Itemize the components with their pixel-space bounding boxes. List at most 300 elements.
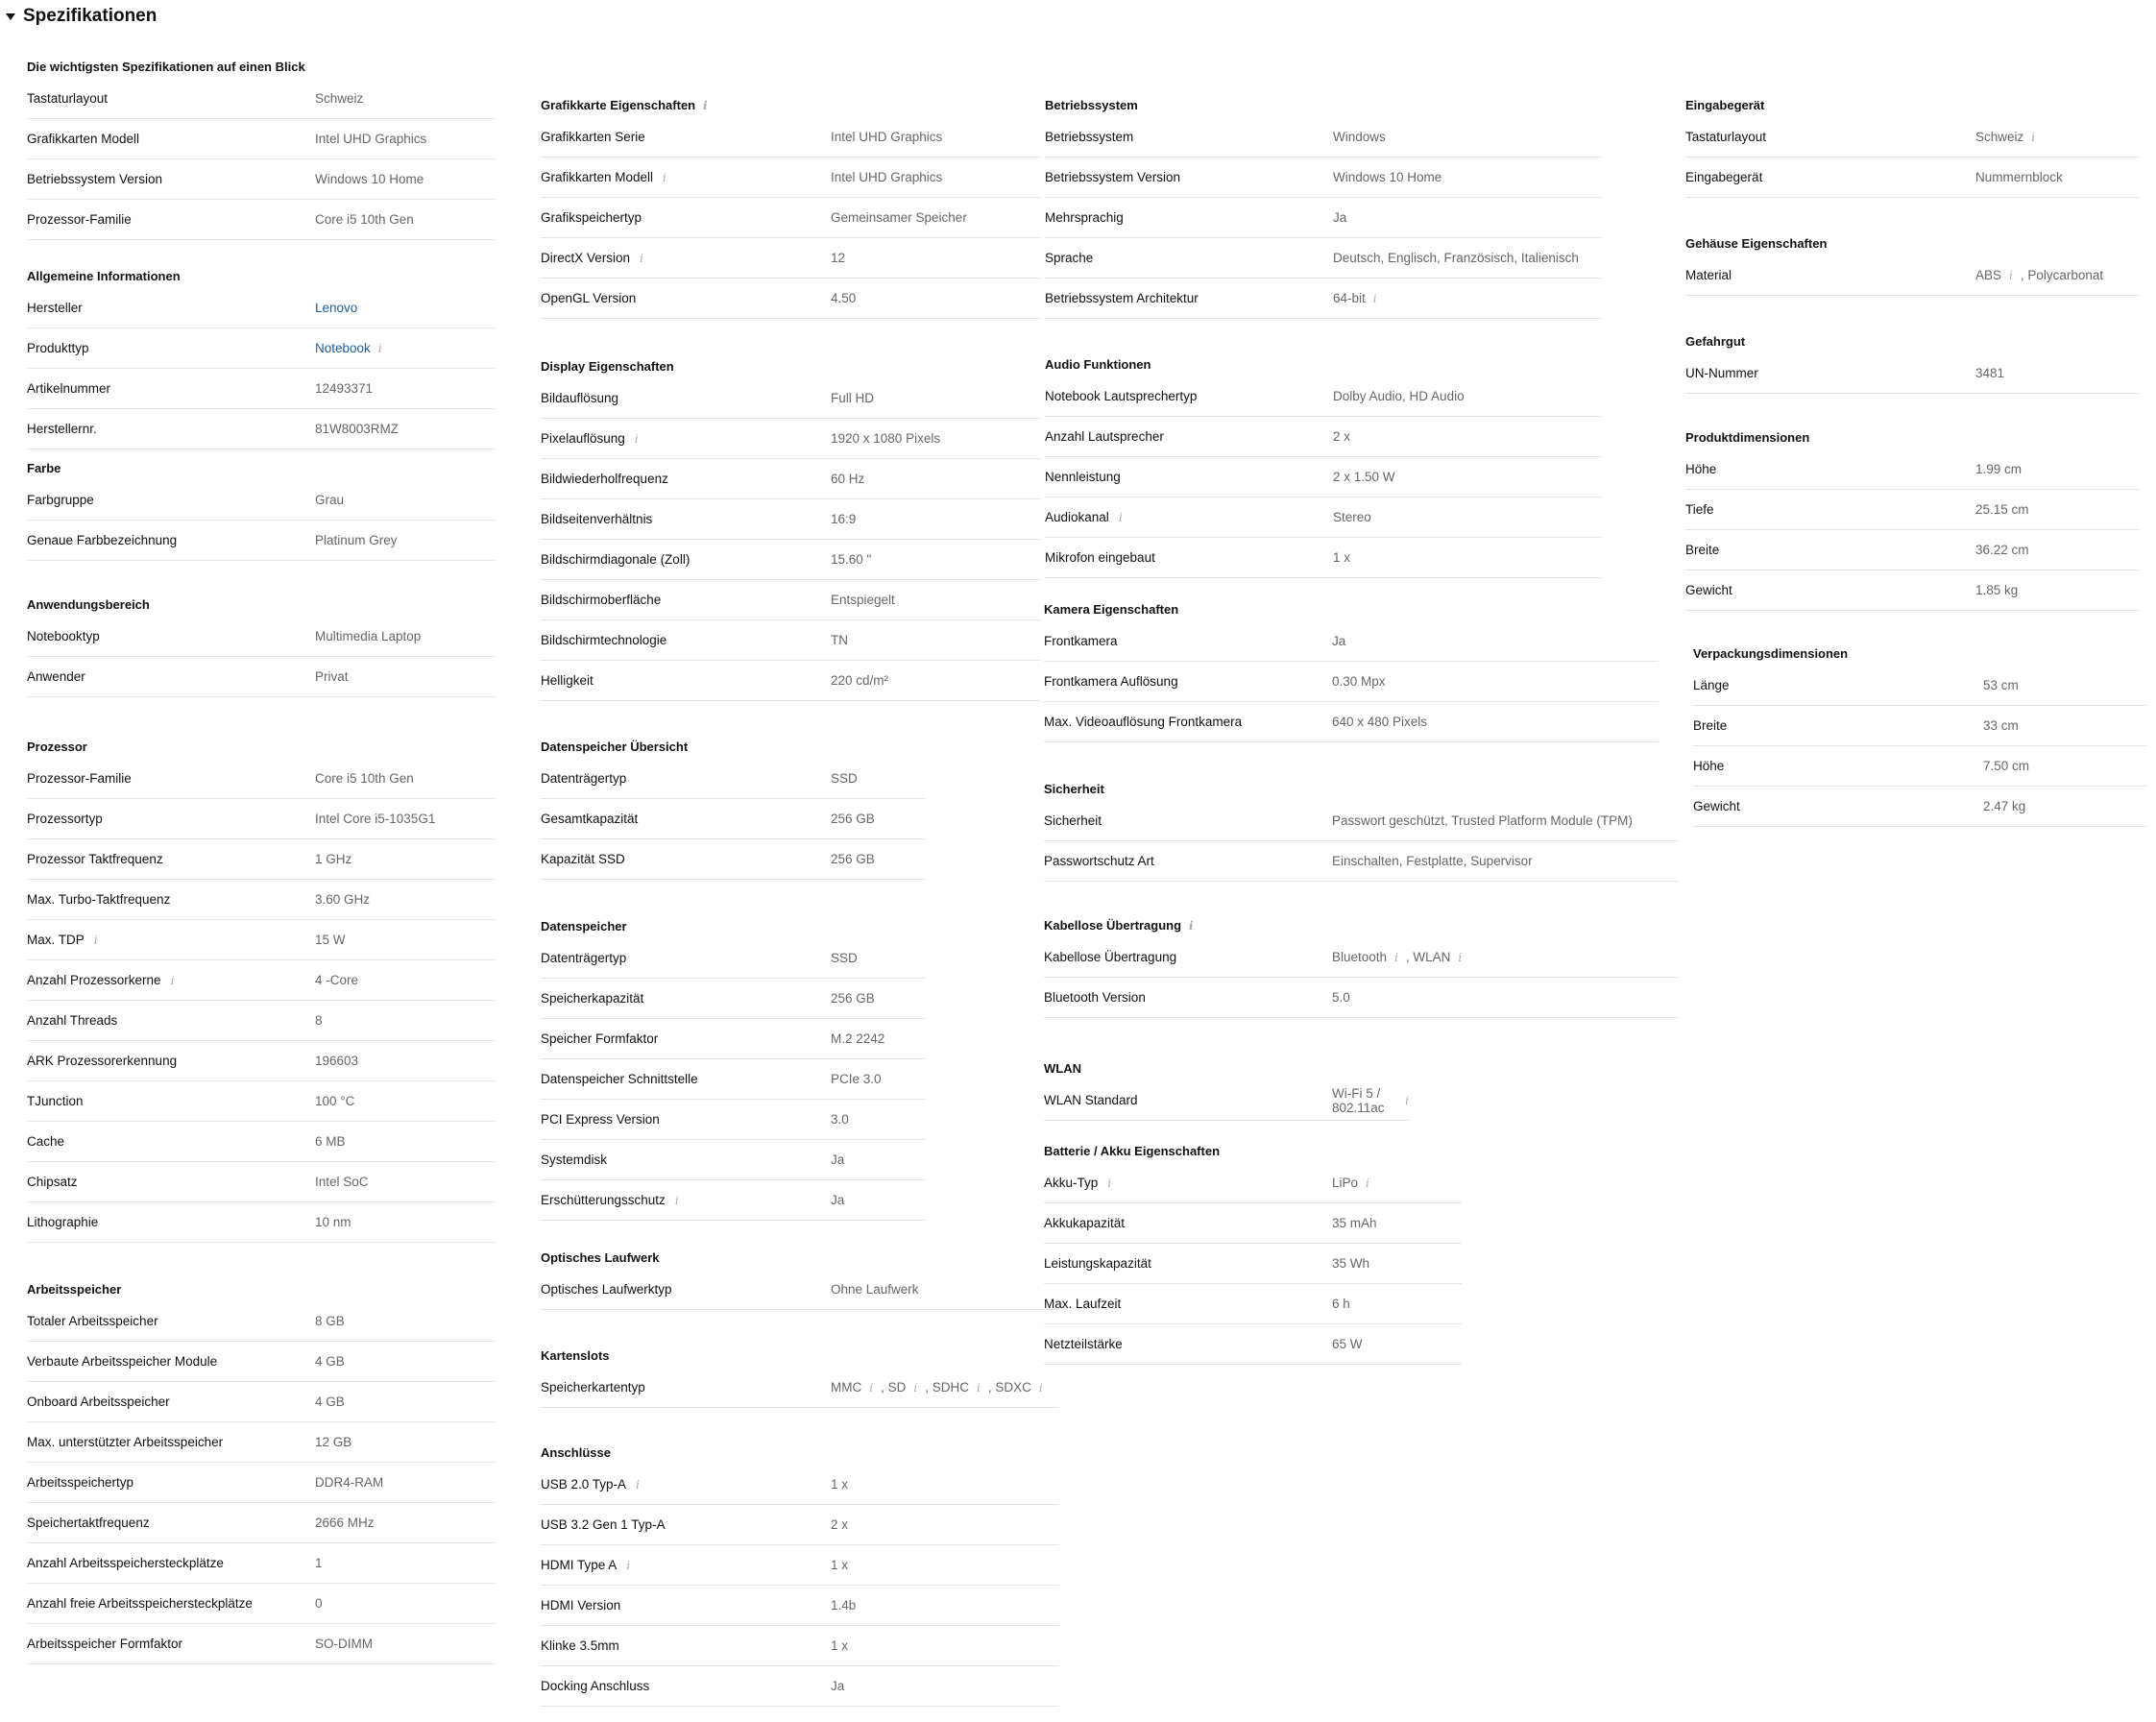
- spec-label-text: Höhe: [1685, 462, 1717, 476]
- spec-row: [541, 158, 1040, 198]
- spec-label-text: Datenträgertyp: [541, 771, 627, 786]
- spec-label: [541, 991, 831, 1006]
- spec-label-text: Sprache: [1045, 251, 1094, 265]
- spec-label: [1685, 502, 1975, 517]
- spec-value-text: Schweiz: [1975, 130, 2024, 144]
- spec-row: [1044, 1163, 1462, 1203]
- spec-value-text: 3.60 GHz: [315, 892, 371, 907]
- spec-label-text: TJunction: [27, 1094, 84, 1108]
- spec-label: [1045, 510, 1333, 524]
- spec-row: [27, 200, 496, 240]
- spec-section: [1045, 355, 1602, 578]
- spec-label: [1045, 429, 1333, 444]
- spec-label: [541, 852, 831, 866]
- spec-value: [315, 1175, 369, 1189]
- info-icon[interactable]: i: [1372, 291, 1377, 305]
- info-icon[interactable]: i: [869, 1380, 874, 1395]
- spec-value: [315, 1516, 375, 1530]
- spec-label-text: Grafikkarten Modell: [27, 132, 140, 146]
- spec-label: [541, 1517, 831, 1532]
- spec-label: [541, 251, 831, 265]
- spec-value: [315, 533, 398, 547]
- spec-value-text: 1: [315, 1556, 323, 1570]
- spec-row: [541, 540, 1040, 580]
- section-title: [1685, 428, 2139, 448]
- spec-label-text: Pixelauflösung: [541, 431, 625, 446]
- spec-value-text: 1.4b: [831, 1598, 857, 1613]
- spec-value: [1983, 759, 2029, 773]
- spec-value: [315, 1354, 345, 1369]
- spec-value-text: Windows 10 Home: [315, 172, 424, 186]
- spec-value: [315, 212, 414, 227]
- spec-value-text: 1920 x 1080 Pixels: [831, 431, 941, 446]
- spec-label-text: Prozessor-Familie: [27, 771, 132, 786]
- spec-value-text: 7.50 cm: [1983, 759, 2030, 773]
- spec-row: [27, 1122, 496, 1162]
- spec-row: [1044, 1324, 1462, 1365]
- spec-value-link[interactable]: Lenovo: [315, 301, 358, 315]
- spec-value-text: Passwort geschützt, Trusted Platform Module (TPM): [1332, 813, 1633, 828]
- spec-value-text: Intel SoC: [315, 1175, 369, 1189]
- spec-label-text: Bildseitenverhältnis: [541, 512, 653, 526]
- info-icon[interactable]: i: [976, 1380, 981, 1395]
- spec-row: [541, 1270, 1059, 1310]
- spec-value-text: Core i5 10th Gen: [315, 212, 414, 227]
- section-title: [1044, 600, 1659, 619]
- spec-row: [1044, 978, 1678, 1018]
- section-title: [541, 1346, 1059, 1366]
- spec-label-text: Onboard Arbeitsspeicher: [27, 1395, 170, 1409]
- section-title: [1044, 916, 1678, 935]
- spec-label-text: Kabellose Übertragung: [1044, 950, 1177, 964]
- info-icon[interactable]: i: [640, 251, 643, 265]
- spec-label-text: Erschütterungsschutz: [541, 1193, 666, 1207]
- spec-value-part: [831, 1380, 873, 1395]
- spec-label-text: Artikelnummer: [27, 381, 111, 396]
- spec-row: [1685, 353, 2139, 394]
- spec-label: [27, 1596, 315, 1611]
- spec-value-text: DDR4-RAM: [315, 1475, 384, 1490]
- spec-row: [27, 119, 496, 159]
- info-icon[interactable]: i: [93, 933, 98, 947]
- info-icon[interactable]: i: [2031, 130, 2036, 144]
- spec-row: [541, 198, 1040, 238]
- spec-label: [1685, 366, 1975, 380]
- spec-value-text: 3481: [1975, 366, 2005, 380]
- info-icon[interactable]: i: [1189, 919, 1194, 933]
- spec-row: [541, 580, 1040, 620]
- spec-value: [315, 1013, 323, 1028]
- spec-value-text: Nummernblock: [1975, 170, 2063, 184]
- spec-label: [541, 1598, 831, 1613]
- spec-value-text: 2 x: [1333, 429, 1351, 444]
- spec-label: [541, 291, 831, 305]
- section-title: [1045, 355, 1602, 375]
- spec-label-text: Länge: [1693, 678, 1730, 692]
- spec-label: [27, 1435, 315, 1449]
- spec-value: [1975, 543, 2029, 557]
- spec-label: [1044, 854, 1332, 868]
- spec-row: [1685, 570, 2139, 611]
- spec-label: [27, 629, 315, 643]
- spec-row: [1045, 158, 1602, 198]
- info-icon[interactable]: i: [1118, 510, 1123, 524]
- section-title: [541, 917, 925, 936]
- spec-label: [541, 1072, 831, 1086]
- spec-value-part: [1332, 950, 1398, 964]
- spec-label-text: Bildschirmtechnologie: [541, 633, 667, 647]
- spec-section: [1045, 96, 1602, 319]
- spec-row: [1044, 1284, 1462, 1324]
- spec-value: [315, 933, 346, 947]
- spec-label: [541, 431, 831, 446]
- spec-value-text: Ja: [831, 1152, 845, 1167]
- spec-value: [1333, 470, 1395, 484]
- info-icon[interactable]: i: [2009, 268, 2013, 282]
- info-icon[interactable]: i: [636, 1477, 640, 1492]
- spec-row: [1044, 1203, 1462, 1244]
- spec-value-text: 1 x: [831, 1638, 849, 1653]
- spec-value-link[interactable]: Notebook: [315, 341, 371, 355]
- spec-value-text: 6 h: [1332, 1297, 1350, 1311]
- spec-value: [831, 633, 848, 647]
- spec-label-text: Totaler Arbeitsspeicher: [27, 1314, 158, 1328]
- spec-value-text: Privat: [315, 669, 349, 684]
- section-title-text: Audio Funktionen: [1045, 357, 1151, 372]
- spec-label-text: Passwortschutz Art: [1044, 854, 1154, 868]
- spec-label-text: Material: [1685, 268, 1732, 282]
- spec-row: [541, 1368, 1059, 1408]
- section-title-text: Gefahrgut: [1685, 334, 1746, 349]
- spec-value: [831, 552, 871, 567]
- spec-label: [541, 1638, 831, 1653]
- spec-label-text: Produkttyp: [27, 341, 89, 355]
- spec-row: [27, 1624, 496, 1664]
- section-title-text: Die wichtigsten Spezifikationen auf einen Blick: [27, 60, 305, 74]
- spec-label: [541, 1282, 831, 1297]
- spec-label-text: Betriebssystem Version: [1045, 170, 1181, 184]
- spec-value: [315, 629, 421, 643]
- info-icon[interactable]: i: [703, 99, 708, 112]
- spec-value: [831, 431, 940, 446]
- spec-label: [1045, 389, 1333, 403]
- section-title: [27, 1280, 496, 1299]
- spec-label-text: Max. Turbo-Taktfrequenz: [27, 892, 171, 907]
- spec-label: [27, 1314, 315, 1328]
- spec-label-text: Mehrsprachig: [1045, 210, 1124, 225]
- spec-row: [541, 1626, 1059, 1666]
- spec-value: [315, 1134, 346, 1149]
- spec-value: [1332, 1337, 1363, 1351]
- spec-label-text: Genaue Farbbezeichnung: [27, 533, 178, 547]
- spec-section: [541, 1249, 1059, 1310]
- spec-row: [541, 1586, 1059, 1626]
- spec-value-part: [988, 1380, 1043, 1395]
- spec-value-part-text: MMC: [831, 1380, 862, 1395]
- info-icon[interactable]: i: [663, 170, 666, 184]
- spec-label: [541, 472, 831, 486]
- caret-down-icon: [6, 13, 15, 20]
- spec-value: [1983, 799, 2025, 813]
- spec-label: [27, 132, 315, 146]
- info-icon[interactable]: i: [1038, 1380, 1043, 1395]
- info-icon[interactable]: i: [913, 1380, 918, 1395]
- spec-value: [831, 251, 845, 265]
- spec-value-text: 100 °C: [315, 1094, 355, 1108]
- spec-row: [1685, 255, 2139, 296]
- spec-value-text: 1 x: [831, 1477, 849, 1492]
- spec-value-text: 5.0: [1332, 990, 1350, 1005]
- spec-label-text: Bildauflösung: [541, 391, 619, 405]
- spec-value: [315, 422, 399, 436]
- spec-value-text: 81W8003RMZ: [315, 422, 400, 436]
- spec-value: [1333, 291, 1377, 305]
- spec-value-text: 2.47 kg: [1983, 799, 2026, 813]
- info-icon[interactable]: i: [674, 1193, 679, 1207]
- section-title-text: Display Eigenschaften: [541, 359, 674, 374]
- spec-value: [315, 91, 363, 106]
- spec-value: [1333, 550, 1350, 565]
- spec-label: [1685, 130, 1975, 144]
- spec-label: [541, 673, 831, 688]
- spec-row: [1044, 1080, 1409, 1121]
- section-title: [1044, 1142, 1462, 1161]
- spec-value: [1332, 1297, 1350, 1311]
- spec-value-text: 35 Wh: [1332, 1256, 1370, 1271]
- spec-row: [1045, 538, 1602, 578]
- spec-row: [1044, 841, 1678, 882]
- spec-value-part-text: , SDHC: [925, 1380, 969, 1395]
- spec-label: [1044, 1216, 1332, 1230]
- spec-row: [1685, 117, 2139, 158]
- info-icon[interactable]: i: [634, 431, 639, 446]
- spec-value: [315, 381, 373, 396]
- spec-label-text: Cache: [27, 1134, 65, 1149]
- spec-value: [1333, 130, 1386, 144]
- spec-label: [27, 533, 315, 547]
- spec-value-text: 8: [315, 1013, 323, 1028]
- spec-label-text: Netzteilstärke: [1044, 1337, 1123, 1351]
- spec-row: [27, 759, 496, 799]
- spec-label-text: Grafikkarten Serie: [541, 130, 645, 144]
- spec-label-text: Eingabegerät: [1685, 170, 1763, 184]
- spec-row: [27, 839, 496, 880]
- spec-row: [541, 459, 1040, 499]
- spec-row: [541, 378, 1040, 419]
- spec-label-text: Max. unterstützter Arbeitsspeicher: [27, 1435, 224, 1449]
- spec-value-text: 256 GB: [831, 812, 875, 826]
- section-title-text: Eingabegerät: [1685, 98, 1765, 112]
- spec-section: [541, 1443, 1059, 1707]
- spec-value-text: 10 nm: [315, 1215, 351, 1229]
- spec-row: [27, 409, 496, 449]
- spec-label: [541, 552, 831, 567]
- spec-section: [27, 459, 496, 561]
- section-title-text: WLAN: [1044, 1061, 1081, 1076]
- info-icon[interactable]: i: [1405, 1093, 1409, 1107]
- spec-value-text: 640 x 480 Pixels: [1332, 715, 1428, 729]
- spec-row: [27, 799, 496, 839]
- spec-value-text: 256 GB: [831, 991, 875, 1006]
- spec-label-text: Klinke 3.5mm: [541, 1638, 619, 1653]
- spec-label: [27, 91, 315, 106]
- spec-value-part-text: ABS: [1975, 268, 2002, 282]
- info-icon[interactable]: i: [626, 1558, 631, 1572]
- spec-row: [27, 1463, 496, 1503]
- spec-value: [1975, 366, 2004, 380]
- spec-row: [1693, 706, 2146, 746]
- spec-value: [1332, 1176, 1369, 1190]
- spec-label-text: Gewicht: [1693, 799, 1740, 813]
- spec-label-text: Gewicht: [1685, 583, 1732, 597]
- spec-value-text: 0: [315, 1596, 323, 1611]
- spec-value: [831, 812, 875, 826]
- spec-label-text: OpenGL Version: [541, 291, 637, 305]
- spec-value: [831, 1517, 848, 1532]
- spec-value-part-text: Bluetooth: [1332, 950, 1388, 964]
- spec-value-text: 65 W: [1332, 1337, 1363, 1351]
- info-icon[interactable]: i: [1458, 950, 1463, 964]
- section-title: [1044, 1059, 1409, 1079]
- spec-value: [315, 892, 370, 907]
- spec-label: [27, 1354, 315, 1369]
- spec-row: [27, 1342, 496, 1382]
- spec-row: [1045, 376, 1602, 417]
- spec-label-text: Hersteller: [27, 301, 83, 315]
- spec-value-text: 16:9: [831, 512, 857, 526]
- spec-label: [27, 341, 315, 355]
- spec-value-text: 196603: [315, 1054, 359, 1068]
- spec-value-text: Ohne Laufwerk: [831, 1282, 919, 1297]
- spec-value-text: 15 W: [315, 933, 346, 947]
- spec-row: [27, 369, 496, 409]
- spec-value: [1975, 130, 2035, 144]
- spec-label: [1685, 170, 1975, 184]
- spec-value-text: 3.0: [831, 1112, 849, 1127]
- spec-value-text: Ja: [1332, 634, 1346, 648]
- spec-label: [541, 1679, 831, 1693]
- spec-label: [1693, 799, 1983, 813]
- spec-section: [541, 357, 1040, 701]
- spec-value: [1333, 389, 1465, 403]
- spec-value: [1333, 429, 1350, 444]
- spec-row: [27, 920, 496, 960]
- spec-section: [1044, 600, 1659, 742]
- spec-value-text: 8 GB: [315, 1314, 345, 1328]
- spec-value: [831, 391, 874, 405]
- spec-value: [831, 1152, 844, 1167]
- spec-label: [27, 1637, 315, 1651]
- spec-label-text: Frontkamera: [1044, 634, 1118, 648]
- spec-value[interactable]: [315, 341, 382, 355]
- spec-row: [27, 521, 496, 561]
- spec-value: [831, 291, 856, 305]
- spec-label-text: Max. TDP: [27, 933, 85, 947]
- spec-value: [1333, 210, 1346, 225]
- spec-value-text: Ja: [1333, 210, 1347, 225]
- spec-label-text: Anzahl Arbeitsspeichersteckplätze: [27, 1556, 224, 1570]
- spec-row: [1044, 1244, 1462, 1284]
- spec-value-part: [1406, 950, 1462, 964]
- spec-section: [1685, 234, 2139, 296]
- spec-value-part: [925, 1380, 981, 1395]
- section-title-text: Verpackungsdimensionen: [1693, 646, 1849, 661]
- spec-label-text: ARK Prozessorerkennung: [27, 1054, 178, 1068]
- spec-label: [1685, 583, 1975, 597]
- spec-label-text: Chipsatz: [27, 1175, 78, 1189]
- spec-value-text: Dolby Audio, HD Audio: [1333, 389, 1465, 403]
- spec-value[interactable]: [315, 301, 357, 315]
- spec-row: [1685, 158, 2139, 198]
- spec-row: [1045, 198, 1602, 238]
- spec-label: [541, 1193, 831, 1207]
- spec-value-part-text: , SDXC: [987, 1380, 1031, 1395]
- info-icon[interactable]: i: [1366, 1176, 1369, 1190]
- info-icon[interactable]: i: [170, 973, 175, 987]
- spec-row: [1044, 702, 1659, 742]
- spec-value-text: 12 GB: [315, 1435, 352, 1449]
- spec-label: [1044, 715, 1332, 729]
- spec-section: [1044, 1142, 1462, 1365]
- spec-label-text: Arbeitsspeichertyp: [27, 1475, 134, 1490]
- spec-label: [541, 170, 831, 184]
- info-icon[interactable]: i: [1394, 950, 1398, 964]
- info-icon[interactable]: i: [1107, 1176, 1112, 1190]
- spec-label-text: Farbgruppe: [27, 493, 94, 507]
- spec-value: [831, 852, 875, 866]
- spec-label: [1045, 291, 1333, 305]
- spec-value-part: [1975, 268, 2013, 282]
- spec-label-text: Notebooktyp: [27, 629, 100, 643]
- spec-section: [541, 96, 1040, 319]
- info-icon[interactable]: i: [377, 341, 382, 355]
- spec-row: [541, 620, 1040, 661]
- spec-label: [27, 1215, 315, 1229]
- section-title: [1693, 644, 2146, 664]
- section-title: [541, 96, 1040, 115]
- spec-label-text: Lithographie: [27, 1215, 99, 1229]
- spec-value: [1333, 251, 1579, 265]
- spec-label: [1685, 268, 1975, 282]
- spec-section: [1044, 780, 1678, 882]
- spec-value: [831, 1679, 844, 1693]
- spec-value-text: 256 GB: [831, 852, 875, 866]
- spec-value-text: 1.99 cm: [1975, 462, 2023, 476]
- spec-label: [27, 771, 315, 786]
- spec-value-text: 60 Hz: [831, 472, 865, 486]
- spec-label: [1045, 210, 1333, 225]
- section-title-text: Optisches Laufwerk: [541, 1250, 660, 1265]
- spec-value: [315, 1637, 373, 1651]
- spec-accordion-header[interactable]: [6, 2, 157, 31]
- spec-value: [831, 170, 942, 184]
- spec-label: [1693, 678, 1983, 692]
- spec-label-text: Kapazität SSD: [541, 852, 625, 866]
- spec-section: [541, 1346, 1059, 1408]
- spec-label: [1045, 170, 1333, 184]
- spec-value-text: 12493371: [315, 381, 374, 396]
- spec-row: [1044, 801, 1678, 841]
- spec-value: [315, 172, 424, 186]
- spec-label-text: Bildschirmdiagonale (Zoll): [541, 552, 690, 567]
- spec-row: [27, 159, 496, 200]
- spec-label: [27, 493, 315, 507]
- spec-label: [541, 130, 831, 144]
- spec-row: [541, 759, 925, 799]
- spec-label: [1044, 813, 1332, 828]
- spec-row: [541, 1100, 925, 1140]
- spec-row: [1693, 787, 2146, 827]
